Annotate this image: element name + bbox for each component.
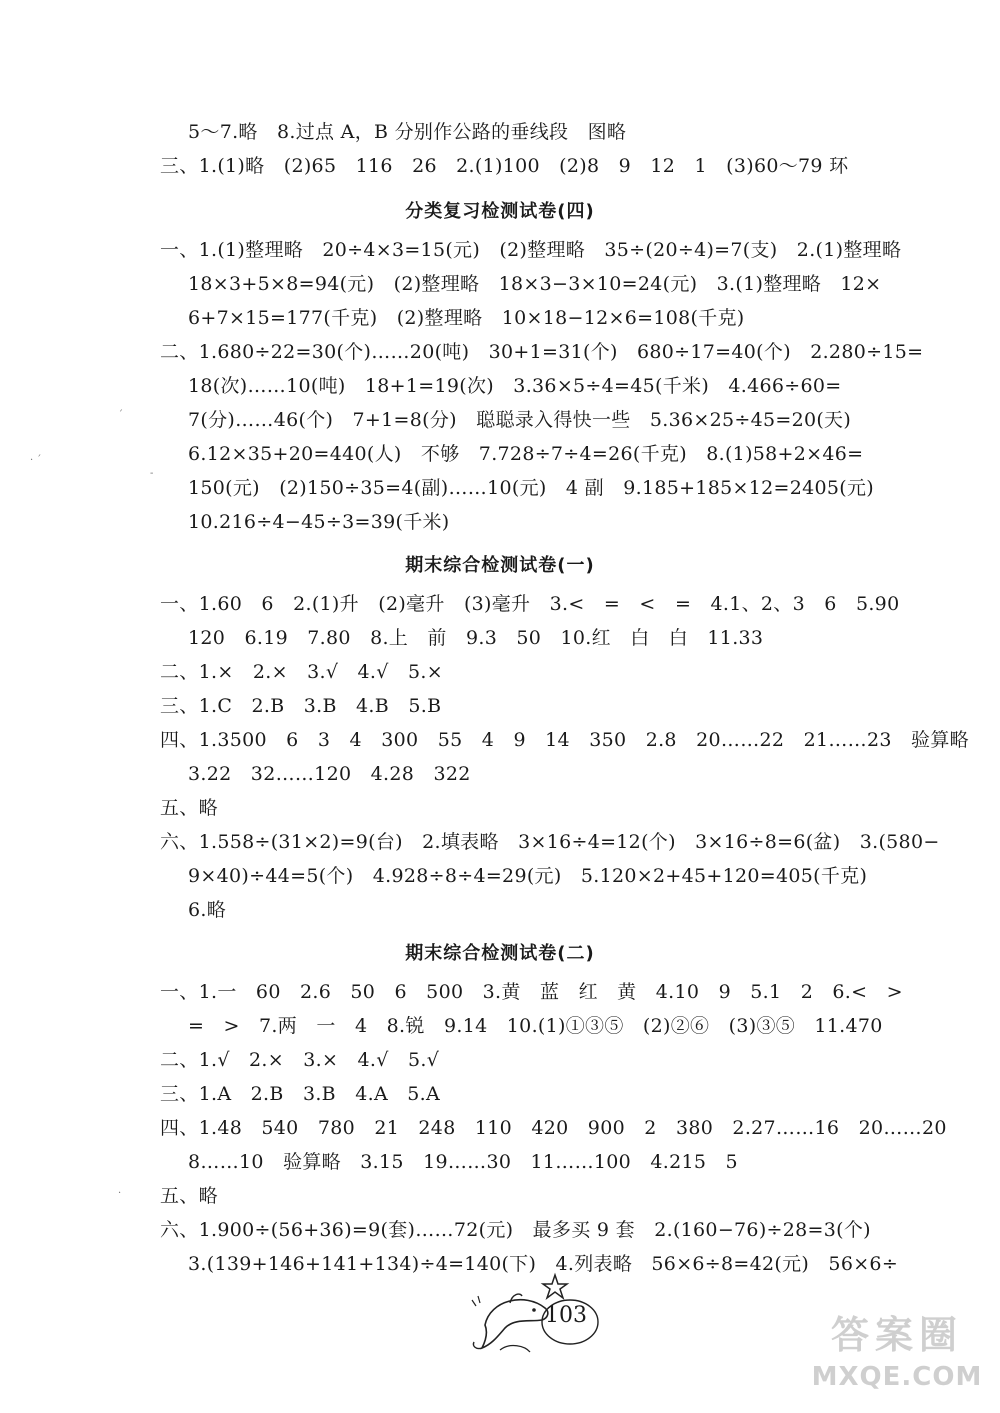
answer-line: 5～7.略 8.过点 A，B 分别作公路的垂线段 图略: [188, 121, 627, 143]
answer-line: 6.略: [188, 899, 227, 921]
answer-line: 7(分)……46(个) 7+1=8(分) 聪聪录入得快一些 5.36×25÷45=20(天): [188, 409, 852, 431]
answer-line: 五、略: [160, 1185, 218, 1207]
answer-line: 6.12×35+20=440(人) 不够 7.728÷7÷4=26(千克) 8.(1)58+2×46=: [188, 443, 864, 465]
answer-line: 一、1.(1)整理略 20÷4×3=15(元) (2)整理略 35÷(20÷4)=7(支) 2.(1)整理略: [160, 239, 902, 261]
answer-line: 10.216÷4−45÷3=39(千米): [188, 511, 450, 533]
section-title: 期末综合检测试卷(二): [405, 943, 595, 964]
answer-line: 一、1.60 6 2.(1)升 (2)毫升 (3)毫升 3.< = < = 4.1、2、3 6 5.90: [160, 593, 900, 615]
answer-line: 三、1.C 2.B 3.B 4.B 5.B: [160, 695, 442, 717]
section-title: 期末综合检测试卷(一): [405, 555, 595, 576]
scan-speck: ·: [118, 1188, 122, 1199]
answer-line: 六、1.558÷(31×2)=9(台) 2.填表略 3×16÷4=12(个) 3×16÷8=6(盆) 3.(580−: [160, 831, 940, 853]
answer-line: = > 7.两 一 4 8.锐 9.14 10.(1)①③⑤ (2)②⑥ (3)③⑤ 11.470: [188, 1015, 883, 1037]
watermark-title: 答案圈: [830, 1313, 963, 1357]
answer-line: 二、1.√ 2.× 3.× 4.√ 5.√: [160, 1049, 440, 1071]
answer-line: 18(次)……10(吨) 18+1=19(次) 3.36×5÷4=45(千米) 4.466÷60=: [188, 375, 842, 397]
answer-line: 五、略: [160, 797, 218, 819]
answer-line: 18×3+5×8=94(元) (2)整理略 18×3−3×10=24(元) 3.(1)整理略 12×: [188, 273, 882, 295]
scan-speck: -: [150, 468, 154, 479]
site-watermark: [802, 1310, 992, 1405]
watermark-url: MXQE.COM: [811, 1362, 983, 1392]
answer-line: 6+7×15=177(千克) (2)整理略 10×18−12×6=108(千克): [188, 307, 745, 329]
answer-line: 六、1.900÷(56+36)=9(套)……72(元) 最多买 9 套 2.(160−76)÷28=3(个): [160, 1219, 871, 1241]
answer-line: 三、1.(1)略 (2)65 116 26 2.(1)100 (2)8 9 12 1 (3)60～79 环: [160, 155, 849, 177]
answer-line: 三、1.A 2.B 3.B 4.A 5.A: [160, 1083, 441, 1105]
answer-line: 二、1.680÷22=30(个)……20(吨) 30+1=31(个) 680÷17=40(个) 2.280÷15=: [160, 341, 924, 363]
answer-line: 一、1.一 60 2.6 50 6 500 3.黄 蓝 红 黄 4.10 9 5.1 2 6.< >: [160, 981, 903, 1003]
page-number: 103: [545, 1303, 587, 1328]
answer-line: 9×40)÷44=5(个) 4.928÷8÷4=29(元) 5.120×2+45+120=405(千克): [188, 865, 868, 887]
answer-line: 120 6.19 7.80 8.上 前 9.3 50 10.红 白 白 11.33: [188, 627, 764, 649]
answer-line: 3.22 32……120 4.28 322: [188, 763, 471, 785]
answer-line: 四、1.48 540 780 21 248 110 420 900 2 380 2.27……16 20……20: [160, 1117, 947, 1139]
answer-line: 3.(139+146+141+134)÷4=140(下) 4.列表略 56×6÷8=42(元) 56×6÷: [188, 1253, 899, 1275]
scan-speck: · ˊ: [30, 455, 42, 466]
answer-line: 150(元) (2)150÷35=4(副)……10(元) 4 副 9.185+185×12=2405(元): [188, 477, 875, 499]
scan-speck: ˊ: [118, 410, 123, 421]
answer-line: 8……10 验算略 3.15 19……30 11……100 4.215 5: [188, 1151, 738, 1173]
answer-line: 二、1.× 2.× 3.√ 4.√ 5.×: [160, 661, 443, 683]
section-title: 分类复习检测试卷(四): [405, 201, 595, 222]
answer-line: 四、1.3500 6 3 4 300 55 4 9 14 350 2.8 20……22 21……23 验算略: [160, 729, 969, 751]
